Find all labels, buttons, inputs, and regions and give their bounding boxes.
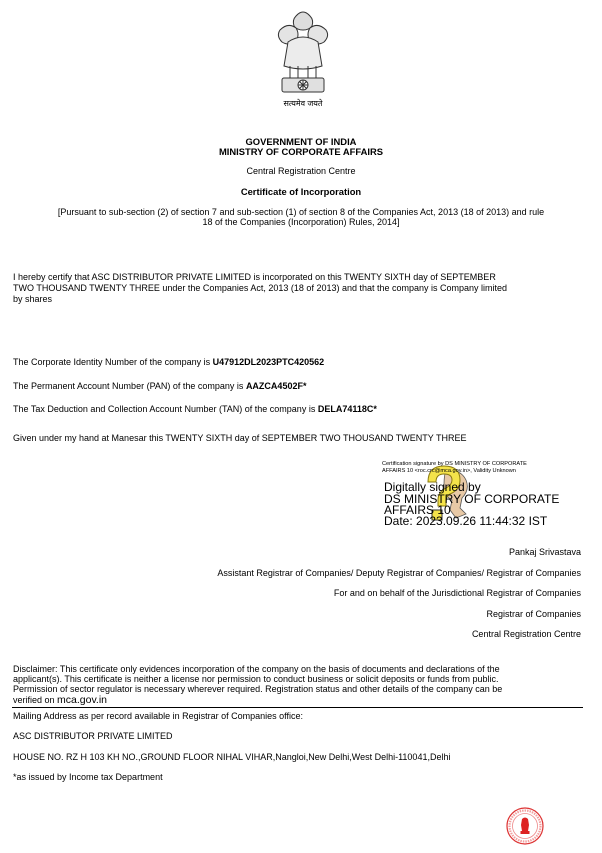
tan-row (13, 404, 377, 415)
cert-signature-line-2[interactable]: AFFAIRS 10 <roc.crc@mca.gov.in>, Validity Unknown (382, 468, 516, 474)
mca-link[interactable]: mca.gov.in (57, 694, 108, 706)
centre-heading: Central Registration Centre (246, 166, 356, 176)
cin-value: U47912DL2023PTC420562 (212, 357, 325, 367)
signed-by-line-2: DS MINISTRY OF CORPORATE (384, 492, 560, 506)
cin-label: The Corporate Identity Number of the company is (13, 357, 213, 367)
disclaimer-line-3: Permission of sector regulator is necessary wherever required. Registration status and other details of the company can be (13, 684, 503, 694)
verified-on-label: verified on (13, 695, 58, 705)
certify-line-2: TWO THOUSAND TWENTY THREE under the Companies Act, 2013 (18 of 2013) and that the company is Company limited (13, 283, 508, 293)
certify-line-1: I hereby certify that ASC DISTRIBUTOR PRIVATE LIMITED is incorporated on this TWENTY SIXTH day of SEPTEMBER (13, 272, 496, 282)
cin-row (13, 357, 324, 368)
pursuant-line-2: 18 of the Companies (Incorporation) Rules, 2014] (202, 217, 400, 227)
signed-by-line-1: Digitally signed by (384, 480, 481, 494)
signed-by-line-3: AFFAIRS 10 (384, 503, 451, 517)
mailing-company: ASC DISTRIBUTOR PRIVATE LIMITED (13, 731, 173, 741)
ministry-heading: MINISTRY OF CORPORATE AFFAIRS (218, 146, 384, 157)
divider (12, 707, 583, 708)
registrar-office: Registrar of Companies (486, 609, 581, 619)
pan-row (13, 381, 306, 392)
footnote: *as issued by Income tax Department (13, 772, 163, 782)
ministry-seal-icon (505, 806, 545, 846)
disclaimer-line-4 (13, 695, 107, 706)
pursuant-line-1: [Pursuant to sub-section (2) of section 7 and sub-section (1) of section 8 of the Companies Act, 2013 (18 of 2013) and rule (57, 207, 545, 217)
certificate-title: Certificate of Incorporation (240, 186, 362, 197)
pan-value: AAZCA4502F* (245, 381, 307, 391)
disclaimer-line-1: Disclaimer: This certificate only evidences incorporation of the company on the basis of documents and declarations of the (13, 664, 500, 674)
mailing-address: HOUSE NO. RZ H 103 KH NO.,GROUND FLOOR NIHAL VIHAR,Nangloi,New Delhi,West Delhi-110041,Delhi (13, 752, 451, 762)
registrar-name: Pankaj Srivastava (508, 547, 581, 557)
registrar-designation: Assistant Registrar of Companies/ Deputy Registrar of Companies/ Registrar of Companies (217, 568, 581, 578)
tan-label: The Tax Deduction and Collection Account Number (TAN) of the company is (13, 404, 318, 414)
govt-heading: GOVERNMENT OF INDIA (245, 136, 357, 147)
certify-line-3: by shares (13, 294, 53, 304)
motto-text: सत्यमेव जयते (283, 99, 323, 108)
signed-date: Date: 2023.09.26 11:44:32 IST (384, 514, 548, 528)
mailing-label: Mailing Address as per record available in Registrar of Companies office: (13, 711, 303, 721)
registrar-behalf: For and on behalf of the Jurisdictional Registrar of Companies (333, 588, 581, 598)
cert-signature-line-1: Certification signature by DS MINISTRY OF CORPORATE (382, 461, 527, 467)
registrar-centre: Central Registration Centre (471, 629, 581, 639)
pan-label: The Permanent Account Number (PAN) of the company is (13, 381, 246, 391)
tan-value: DELA74118C* (317, 404, 377, 414)
national-emblem-icon (262, 8, 344, 104)
disclaimer-line-2: applicant(s). This certificate is neither a license nor permission to conduct business or solicit deposits or funds from public. (13, 674, 499, 684)
given-under-hand: Given under my hand at Manesar this TWENTY SIXTH day of SEPTEMBER TWO THOUSAND TWENTY THREE (13, 433, 467, 443)
